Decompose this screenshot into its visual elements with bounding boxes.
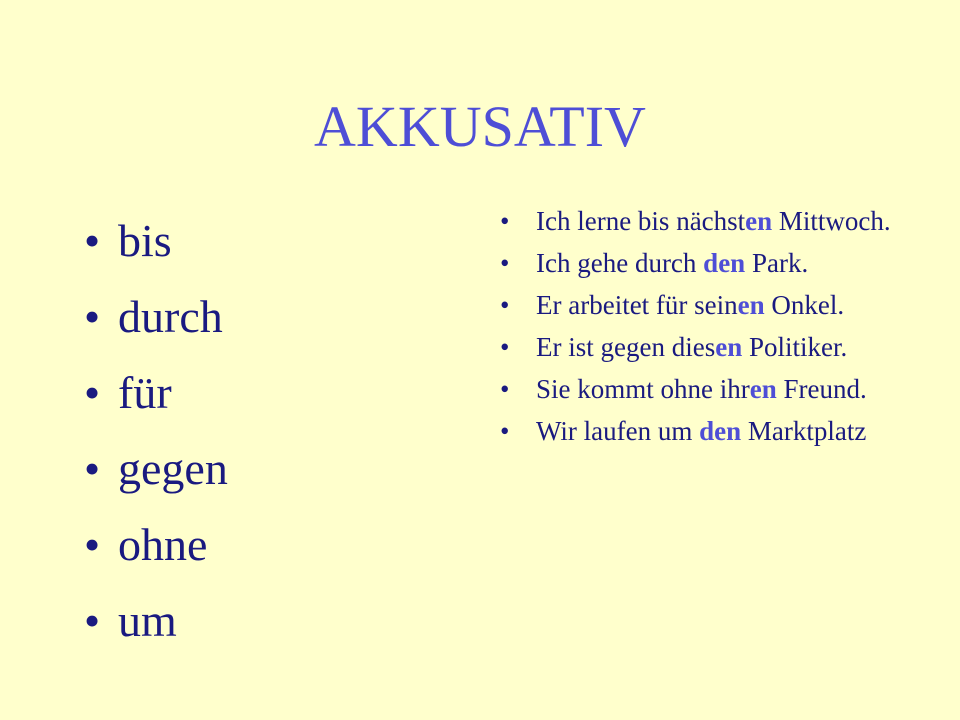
ending-highlight: en — [749, 374, 777, 404]
bullet-icon: • — [500, 416, 510, 446]
example-list — [500, 208, 940, 460]
bullet-icon: • — [84, 215, 101, 266]
preposition: um — [118, 595, 177, 646]
example-rest: Mittwoch. — [772, 206, 891, 236]
bullet-icon: • — [84, 443, 101, 494]
example-text: Wir laufen um — [536, 416, 700, 446]
ending-highlight: en — [715, 332, 743, 362]
preposition-list — [84, 214, 228, 670]
example-sentence — [500, 418, 940, 444]
list-item — [84, 214, 228, 290]
example-sentence — [500, 376, 940, 402]
ending-highlight: en — [745, 206, 773, 236]
bullet-icon: • — [500, 206, 510, 236]
bullet-icon: • — [84, 595, 101, 646]
example-rest: Marktplatz — [741, 416, 867, 446]
bullet-icon: • — [84, 519, 101, 570]
preposition: für — [118, 367, 172, 418]
example-text: Er ist gegen dies — [536, 332, 716, 362]
example-sentence — [500, 208, 940, 234]
example-sentence — [500, 292, 940, 318]
bullet-icon: • — [84, 291, 101, 342]
list-item — [84, 518, 228, 594]
list-item — [84, 442, 228, 518]
bullet-icon: • — [500, 374, 510, 404]
preposition: ohne — [118, 519, 208, 570]
example-sentence — [500, 334, 940, 360]
example-rest: Freund. — [776, 374, 867, 404]
example-text: Sie kommt ohne ihr — [536, 374, 750, 404]
example-rest: Politiker. — [742, 332, 848, 362]
ending-highlight: den — [699, 416, 742, 446]
example-text: Ich gehe durch — [536, 248, 704, 278]
ending-highlight: den — [703, 248, 746, 278]
bullet-icon: • — [84, 367, 101, 418]
ending-highlight: en — [737, 290, 765, 320]
list-item — [84, 290, 228, 366]
list-item — [84, 594, 228, 670]
slide-title: AKKUSATIV — [314, 94, 646, 159]
preposition: bis — [118, 215, 172, 266]
preposition: durch — [118, 291, 223, 342]
list-item — [84, 366, 228, 442]
example-rest: Park. — [745, 248, 809, 278]
example-text: Ich lerne bis nächst — [536, 206, 746, 236]
bullet-icon: • — [500, 332, 510, 362]
bullet-icon: • — [500, 290, 510, 320]
example-sentence — [500, 250, 940, 276]
bullet-icon: • — [500, 248, 510, 278]
example-rest: Onkel. — [764, 290, 845, 320]
example-text: Er arbeitet für sein — [536, 290, 738, 320]
preposition: gegen — [118, 443, 228, 494]
